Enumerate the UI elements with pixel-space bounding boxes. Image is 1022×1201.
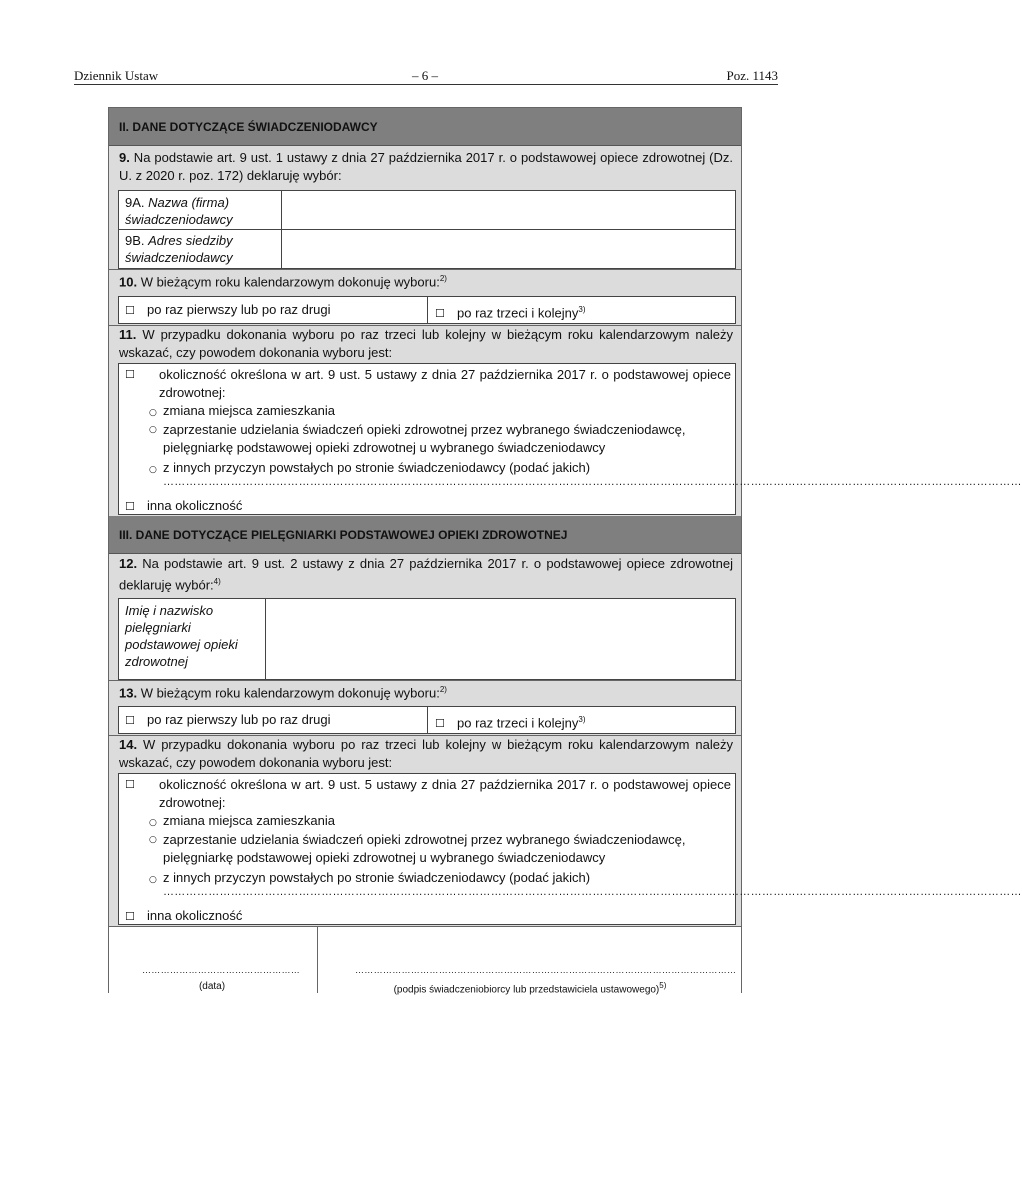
section-2-heading: II. DANE DOTYCZĄCE ŚWIADCZENIODAWCY (109, 108, 741, 146)
q14-reason-other[interactable]: ☐ inna okoliczność (125, 907, 242, 926)
q11-text: 11. W przypadku dokonania wyboru po raz trzeci lub kolejny w bieżącym roku kalendarzowym należy wskazać, czy powodem dokonania wyboru jest: (119, 327, 733, 360)
checkbox-empty-icon[interactable]: ☐ (435, 307, 445, 321)
provider-address-input[interactable] (283, 230, 735, 267)
field-9a-label: 9A. Nazwa (firma) świadczeniodawcy (125, 195, 233, 227)
q14-reason-statutory[interactable]: ☐ okoliczność określona w art. 9 ust. 5 ustawy z dnia 27 października 2017 r. o podstawowej opiece zdrowotnej: (125, 777, 731, 810)
nurse-name-input[interactable] (267, 599, 735, 679)
checkbox-empty-icon[interactable]: ☐ (125, 500, 135, 513)
q13-option-first-second[interactable]: ☐ po raz pierwszy lub po raz drugi (125, 711, 331, 730)
page-number: – 6 – (412, 68, 438, 83)
checkbox-empty-icon[interactable]: ☐ (125, 778, 135, 791)
q9-number: 9. (119, 150, 130, 165)
q10-option-third-more[interactable]: ☐ po raz trzeci i kolejny$^{3)}$ (435, 301, 586, 323)
q14-other-causes-input[interactable]: ………………………………………………………………………………………………………………………………………………………………………………………………………… (163, 886, 1022, 898)
q11-reason-statutory[interactable]: ☐ okoliczność określona w art. 9 ust. 5 ustawy z dnia 27 października 2017 r. o podstawowej opiece zdrowotnej: (125, 367, 731, 400)
q14-reasons (118, 773, 1022, 925)
circle-bullet-icon: ○ (149, 818, 157, 828)
q10-options (118, 296, 736, 324)
nurse-field (118, 598, 736, 680)
q11-other-causes-input[interactable]: ………………………………………………………………………………………………………………………………………………………………………………………………………… (163, 476, 1022, 488)
provider-fields (118, 190, 736, 269)
q11-sub-other-causes: ○ z innych przyczyn powstałych po stronie świadczeniodawcy (podać jakich) (149, 459, 590, 479)
field-9b-label: 9B. Adres siedziby świadczeniodawcy (125, 233, 233, 265)
checkbox-empty-icon[interactable]: ☐ (125, 304, 135, 317)
checkbox-empty-icon[interactable]: ☐ (125, 910, 135, 923)
q10-option-first-second[interactable]: ☐ po raz pierwszy lub po raz drugi (125, 301, 331, 320)
page-header (74, 68, 778, 85)
circle-bullet-icon: ○ (149, 425, 157, 435)
circle-bullet-icon: ○ (149, 835, 157, 845)
declaration-form (108, 107, 1022, 996)
q9-text (119, 149, 733, 185)
position-number: Poz. 1143 (726, 68, 778, 83)
checkbox-empty-icon[interactable]: ☐ (125, 368, 135, 381)
circle-bullet-icon: ○ (149, 465, 157, 475)
signature-area (109, 926, 741, 996)
provider-name-input[interactable] (283, 191, 735, 228)
q14-sub-other-causes: ○ z innych przyczyn powstałych po stronie świadczeniodawcy (podać jakich) (149, 869, 590, 889)
journal-name: Dziennik Ustaw (74, 68, 159, 83)
q14-text: 14. W przypadku dokonania wyboru po raz trzeci lub kolejny w bieżącym roku kalendarzowym należy wskazać, czy powodem dokonania wyboru jest: (119, 737, 733, 770)
section-3-heading: III. DANE DOTYCZĄCE PIELĘGNIARKI PODSTAWOWEJ OPIEKI ZDROWOTNEJ (109, 516, 741, 554)
q13-options (118, 706, 736, 734)
date-input[interactable]: …………………………………………… (142, 965, 301, 975)
circle-bullet-icon: ○ (149, 408, 157, 418)
circle-bullet-icon: ○ (149, 875, 157, 885)
q11-sub-cessation: ○ zaprzestanie udzielania świadczeń opieki zdrowotnej przez wybranego świadczeniodawcę, pielęgniarkę podstawowej opieki zdrowotnej u wybranego świadczeniodawcy (149, 422, 686, 455)
q10-text: 10. W bieżącym roku kalendarzowym dokonuję wyboru:$^{2)}$ (119, 274, 447, 290)
q11-sub-residence: ○ zmiana miejsca zamieszkania (149, 402, 335, 422)
q14-sub-cessation: ○ zaprzestanie udzielania świadczeń opieki zdrowotnej przez wybranego świadczeniodawcę, pielęgniarkę podstawowej opieki zdrowotnej u wybranego świadczeniodawcy (149, 832, 686, 865)
q13-option-third-more[interactable]: ☐ po raz trzeci i kolejny$^{3)}$ (435, 711, 586, 733)
nurse-name-label: Imię i nazwisko pielęgniarki podstawowej opieki zdrowotnej (125, 603, 238, 669)
q11-reason-other[interactable]: ☐ inna okoliczność (125, 497, 242, 516)
date-label: (data) (198, 981, 226, 992)
signature-label: (podpis świadczeniobiorcy lub przedstawiciela ustawowego)$^{5)}$ (393, 981, 667, 996)
checkbox-empty-icon[interactable]: ☐ (125, 714, 135, 727)
signature-input[interactable]: …………………………………………………………………………………………………………… (355, 965, 737, 975)
q13-text: 13. W bieżącym roku kalendarzowym dokonuję wyboru:$^{2)}$ (119, 685, 447, 701)
q9-body: Na podstawie art. 9 ust. 1 ustawy z dnia 27 października 2017 r. o podstawowej opiece zdrowotnej (Dz. U. z 2020 r. poz. 172) deklaruję wybór: (119, 150, 733, 183)
q14-sub-residence: ○ zmiana miejsca zamieszkania (149, 812, 335, 832)
q12-text: 12. Na podstawie art. 9 ust. 2 ustawy z dnia 27 października 2017 r. o podstawowej opiece zdrowotnej deklaruję wybór:$^{4)}$ (119, 556, 733, 593)
checkbox-empty-icon[interactable]: ☐ (435, 717, 445, 731)
q11-reasons (118, 363, 1022, 515)
